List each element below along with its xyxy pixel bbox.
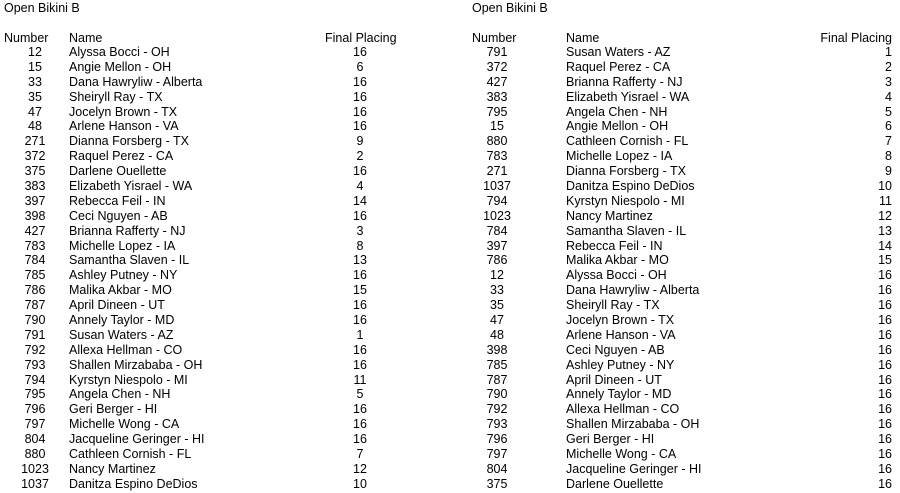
table-row bbox=[0, 90, 440, 105]
competitor-number: 427 bbox=[486, 74, 508, 89]
competitor-name: Dana Hawryliw - Alberta bbox=[566, 283, 700, 298]
competitor-name: Jacqueline Geringer - HI bbox=[566, 461, 702, 476]
competitor-name: Annely Taylor - MD bbox=[566, 387, 672, 402]
table-row bbox=[0, 283, 440, 298]
final-placing: 2 bbox=[356, 149, 364, 164]
final-placing: 8 bbox=[356, 238, 364, 253]
competitor-number: 790 bbox=[486, 387, 508, 402]
competitor-name: Raquel Perez - CA bbox=[69, 149, 174, 164]
final-placing: 16 bbox=[878, 417, 892, 432]
competitor-number: 880 bbox=[24, 447, 46, 462]
competitor-number: 794 bbox=[486, 193, 508, 208]
table-row bbox=[468, 164, 900, 179]
competitor-name: Cathleen Cornish - FL bbox=[566, 134, 689, 149]
competitor-number: 793 bbox=[24, 357, 46, 372]
final-placing: 16 bbox=[878, 476, 892, 491]
competitor-name: Shallen Mirzababa - OH bbox=[566, 417, 700, 432]
final-placing: 11 bbox=[879, 193, 892, 208]
table-row bbox=[468, 239, 900, 254]
header-final-placing: Final Placing bbox=[325, 31, 397, 45]
competitor-number: 375 bbox=[24, 164, 46, 179]
final-placing: 12 bbox=[353, 461, 367, 476]
competitor-number: 797 bbox=[486, 447, 508, 462]
final-placing: 16 bbox=[353, 298, 367, 313]
competitor-number: 48 bbox=[28, 119, 42, 134]
final-placing: 7 bbox=[885, 134, 892, 149]
final-placing: 16 bbox=[878, 432, 892, 447]
competitor-number: 47 bbox=[28, 104, 42, 119]
competitor-name: Michelle Lopez - IA bbox=[566, 149, 673, 164]
table-row bbox=[468, 462, 900, 477]
final-placing: 9 bbox=[885, 164, 892, 179]
competitor-number: 427 bbox=[24, 223, 46, 238]
final-placing: 9 bbox=[356, 134, 364, 149]
final-placing: 16 bbox=[353, 357, 367, 372]
table-row bbox=[0, 253, 440, 268]
table-row bbox=[0, 239, 440, 254]
header-final-placing: Final Placing bbox=[820, 31, 892, 45]
competitor-name: April Dineen - UT bbox=[566, 372, 662, 387]
table-row bbox=[0, 45, 440, 60]
header-number: Number bbox=[4, 31, 49, 45]
final-placing: 10 bbox=[878, 179, 892, 194]
final-placing: 1 bbox=[356, 327, 364, 342]
competitor-number: 880 bbox=[486, 134, 508, 149]
competitor-name: Michelle Lopez - IA bbox=[69, 238, 176, 253]
competitor-number: 15 bbox=[490, 119, 504, 134]
final-placing: 2 bbox=[885, 59, 892, 74]
final-placing: 16 bbox=[353, 402, 367, 417]
competitor-number: 383 bbox=[24, 179, 46, 194]
final-placing: 16 bbox=[353, 342, 367, 357]
final-placing: 16 bbox=[353, 45, 367, 59]
competitor-name: Malika Akbar - MO bbox=[69, 283, 172, 298]
table-row bbox=[0, 358, 440, 373]
final-placing: 16 bbox=[878, 447, 892, 462]
table-row bbox=[468, 313, 900, 328]
table-row bbox=[468, 283, 900, 298]
competitor-name: Allexa Hellman - CO bbox=[69, 342, 183, 357]
competitor-name: Ceci Nguyen - AB bbox=[69, 208, 168, 223]
competitor-number: 397 bbox=[486, 238, 508, 253]
competitor-number: 1037 bbox=[483, 179, 511, 194]
table-row bbox=[0, 477, 440, 492]
table-row bbox=[0, 373, 440, 388]
competitor-name: Dianna Forsberg - TX bbox=[566, 164, 686, 179]
table-row bbox=[468, 253, 900, 268]
final-placing: 14 bbox=[353, 193, 367, 208]
final-placing: 6 bbox=[885, 119, 892, 134]
table-title: Open Bikini B bbox=[4, 1, 80, 15]
final-placing: 16 bbox=[353, 417, 367, 432]
table-body bbox=[0, 45, 440, 492]
table-row bbox=[468, 477, 900, 492]
table-row bbox=[0, 462, 440, 477]
competitor-name: Ashley Putney - NY bbox=[69, 268, 178, 283]
table-row bbox=[468, 179, 900, 194]
competitor-number: 787 bbox=[486, 372, 508, 387]
competitor-name: Ceci Nguyen - AB bbox=[566, 342, 665, 357]
table-row bbox=[468, 75, 900, 90]
final-placing: 4 bbox=[356, 179, 364, 194]
competitor-name: Nancy Martinez bbox=[69, 461, 156, 476]
table-row bbox=[468, 373, 900, 388]
competitor-number: 33 bbox=[490, 283, 504, 298]
table-row bbox=[0, 119, 440, 134]
competitor-number: 35 bbox=[490, 298, 504, 313]
competitor-name: Brianna Rafferty - NJ bbox=[69, 223, 186, 238]
competitor-number: 383 bbox=[486, 89, 508, 104]
table-row bbox=[0, 447, 440, 462]
table-row bbox=[468, 343, 900, 358]
competitor-number: 793 bbox=[486, 417, 508, 432]
competitor-name: Brianna Rafferty - NJ bbox=[566, 74, 683, 89]
final-placing: 15 bbox=[353, 283, 367, 298]
table-row bbox=[0, 60, 440, 75]
competitor-name: Dianna Forsberg - TX bbox=[69, 134, 189, 149]
table-row bbox=[0, 224, 440, 239]
competitor-number: 795 bbox=[24, 387, 46, 402]
table-row bbox=[468, 447, 900, 462]
competitor-number: 792 bbox=[486, 402, 508, 417]
final-placing: 16 bbox=[353, 432, 367, 447]
competitor-number: 784 bbox=[24, 253, 46, 268]
competitor-name: Samantha Slaven - IL bbox=[566, 223, 687, 238]
table-row bbox=[468, 298, 900, 313]
competitor-name: Dana Hawryliw - Alberta bbox=[69, 74, 203, 89]
table-row bbox=[468, 328, 900, 343]
competitor-name: Cathleen Cornish - FL bbox=[69, 447, 192, 462]
table-row bbox=[0, 328, 440, 343]
table-row bbox=[468, 45, 900, 60]
competitor-number: 48 bbox=[490, 327, 504, 342]
final-placing: 6 bbox=[356, 59, 364, 74]
competitor-number: 397 bbox=[24, 193, 46, 208]
competitor-number: 783 bbox=[24, 238, 46, 253]
table-row bbox=[468, 224, 900, 239]
competitor-name: Jocelyn Brown - TX bbox=[69, 104, 178, 119]
table-row bbox=[0, 343, 440, 358]
competitor-name: Angela Chen - NH bbox=[566, 104, 668, 119]
competitor-name: Nancy Martinez bbox=[566, 208, 653, 223]
competitor-name: Angie Mellon - OH bbox=[566, 119, 669, 134]
competitor-number: 786 bbox=[24, 283, 46, 298]
competitor-name: Malika Akbar - MO bbox=[566, 253, 669, 268]
final-placing: 16 bbox=[878, 402, 892, 417]
table-row bbox=[468, 417, 900, 432]
competitor-number: 1023 bbox=[21, 461, 49, 476]
table-row bbox=[0, 75, 440, 90]
final-placing: 16 bbox=[353, 164, 367, 179]
competitor-number: 33 bbox=[28, 74, 42, 89]
table-title: Open Bikini B bbox=[472, 1, 548, 15]
competitor-name: Danitza Espino DeDios bbox=[69, 476, 198, 491]
competitor-number: 372 bbox=[486, 59, 508, 74]
final-placing: 8 bbox=[885, 149, 892, 164]
competitor-name: Michelle Wong - CA bbox=[566, 447, 677, 462]
competitor-name: Kyrstyn Niespolo - MI bbox=[69, 372, 188, 387]
final-placing: 16 bbox=[353, 104, 367, 119]
competitor-number: 12 bbox=[28, 45, 42, 59]
competitor-number: 785 bbox=[24, 268, 46, 283]
competitor-number: 791 bbox=[486, 45, 508, 59]
competitor-number: 15 bbox=[28, 59, 42, 74]
competitor-name: Jacqueline Geringer - HI bbox=[69, 432, 205, 447]
competitor-number: 271 bbox=[486, 164, 508, 179]
final-placing: 3 bbox=[885, 74, 892, 89]
competitor-number: 12 bbox=[490, 268, 504, 283]
competitor-number: 790 bbox=[24, 313, 46, 328]
final-placing: 7 bbox=[356, 447, 364, 462]
competitor-name: Danitza Espino DeDios bbox=[566, 179, 695, 194]
competitor-name: Kyrstyn Niespolo - MI bbox=[566, 193, 685, 208]
competitor-name: Ashley Putney - NY bbox=[566, 357, 675, 372]
table-row bbox=[0, 105, 440, 120]
table-row bbox=[0, 194, 440, 209]
competitor-number: 372 bbox=[24, 149, 46, 164]
competitor-number: 398 bbox=[486, 342, 508, 357]
competitor-number: 792 bbox=[24, 342, 46, 357]
competitor-name: Allexa Hellman - CO bbox=[566, 402, 680, 417]
competitor-name: Raquel Perez - CA bbox=[566, 59, 671, 74]
table-row bbox=[0, 268, 440, 283]
competitor-name: Arlene Hanson - VA bbox=[566, 327, 676, 342]
competitor-name: Sheiryll Ray - TX bbox=[566, 298, 660, 313]
table-body bbox=[468, 45, 900, 492]
competitor-name: Angie Mellon - OH bbox=[69, 59, 172, 74]
table-row bbox=[468, 358, 900, 373]
competitor-name: April Dineen - UT bbox=[69, 298, 165, 313]
competitor-name: Annely Taylor - MD bbox=[69, 313, 175, 328]
competitor-name: Arlene Hanson - VA bbox=[69, 119, 179, 134]
competitor-name: Susan Waters - AZ bbox=[69, 327, 174, 342]
table-row bbox=[0, 402, 440, 417]
table-row bbox=[468, 402, 900, 417]
competitor-name: Angela Chen - NH bbox=[69, 387, 171, 402]
competitor-number: 398 bbox=[24, 208, 46, 223]
competitor-number: 1037 bbox=[21, 476, 49, 491]
competitor-number: 796 bbox=[486, 432, 508, 447]
competitor-number: 35 bbox=[28, 89, 42, 104]
final-placing: 13 bbox=[878, 223, 892, 238]
competitor-number: 795 bbox=[486, 104, 508, 119]
competitor-number: 796 bbox=[24, 402, 46, 417]
table-row bbox=[468, 90, 900, 105]
table-row bbox=[468, 268, 900, 283]
table-header bbox=[0, 31, 440, 46]
final-placing: 10 bbox=[353, 476, 367, 491]
competitor-number: 804 bbox=[24, 432, 46, 447]
competitor-name: Jocelyn Brown - TX bbox=[566, 313, 675, 328]
final-placing: 11 bbox=[353, 372, 367, 387]
table-row bbox=[468, 60, 900, 75]
competitor-name: Alyssa Bocci - OH bbox=[69, 45, 170, 59]
competitor-number: 787 bbox=[24, 298, 46, 313]
final-placing: 16 bbox=[353, 89, 367, 104]
table-row bbox=[468, 105, 900, 120]
final-placing: 16 bbox=[878, 327, 892, 342]
table-row bbox=[0, 164, 440, 179]
table-row bbox=[0, 179, 440, 194]
competitor-number: 804 bbox=[486, 461, 508, 476]
table-row bbox=[0, 387, 440, 402]
competitor-name: Geri Berger - HI bbox=[69, 402, 158, 417]
final-placing: 16 bbox=[878, 283, 892, 298]
final-placing: 16 bbox=[878, 268, 892, 283]
competitor-name: Elizabeth Yisrael - WA bbox=[69, 179, 193, 194]
competitor-number: 785 bbox=[486, 357, 508, 372]
table-row bbox=[0, 298, 440, 313]
final-placing: 16 bbox=[353, 74, 367, 89]
final-placing: 14 bbox=[878, 238, 892, 253]
final-placing: 5 bbox=[356, 387, 364, 402]
competitor-number: 784 bbox=[486, 223, 508, 238]
header-name: Name bbox=[566, 31, 600, 45]
final-placing: 1 bbox=[885, 45, 892, 59]
final-placing: 4 bbox=[885, 89, 892, 104]
final-placing: 13 bbox=[353, 253, 367, 268]
table-row bbox=[0, 149, 440, 164]
final-placing: 16 bbox=[878, 298, 892, 313]
table-row bbox=[468, 387, 900, 402]
competitor-number: 786 bbox=[486, 253, 508, 268]
competitor-name: Sheiryll Ray - TX bbox=[69, 89, 163, 104]
table-header bbox=[468, 31, 900, 46]
competitor-name: Michelle Wong - CA bbox=[69, 417, 180, 432]
final-placing: 16 bbox=[878, 461, 892, 476]
final-placing: 16 bbox=[353, 268, 367, 283]
final-placing: 16 bbox=[353, 313, 367, 328]
final-placing: 15 bbox=[878, 253, 892, 268]
table-row bbox=[0, 209, 440, 224]
final-placing: 16 bbox=[353, 208, 367, 223]
competitor-number: 271 bbox=[24, 134, 46, 149]
competitor-name: Rebecca Feil - IN bbox=[69, 193, 166, 208]
final-placing: 16 bbox=[878, 357, 892, 372]
final-placing: 16 bbox=[878, 387, 892, 402]
table-row bbox=[0, 417, 440, 432]
competitor-name: Susan Waters - AZ bbox=[566, 45, 671, 59]
competitor-name: Darlene Ouellette bbox=[566, 476, 664, 491]
table-row bbox=[468, 194, 900, 209]
table-row bbox=[0, 313, 440, 328]
table-row bbox=[0, 134, 440, 149]
competitor-number: 791 bbox=[24, 327, 46, 342]
competitor-number: 794 bbox=[24, 372, 46, 387]
competitor-number: 47 bbox=[490, 313, 504, 328]
final-placing: 16 bbox=[878, 342, 892, 357]
table-row bbox=[468, 432, 900, 447]
competitor-name: Rebecca Feil - IN bbox=[566, 238, 663, 253]
competitor-number: 797 bbox=[24, 417, 46, 432]
competitor-number: 783 bbox=[486, 149, 508, 164]
table-row bbox=[0, 432, 440, 447]
competitor-name: Geri Berger - HI bbox=[566, 432, 655, 447]
header-name: Name bbox=[69, 31, 103, 45]
competitor-name: Alyssa Bocci - OH bbox=[566, 268, 667, 283]
competitor-number: 1023 bbox=[483, 208, 511, 223]
table-row bbox=[468, 119, 900, 134]
final-placing: 5 bbox=[885, 104, 892, 119]
final-placing: 16 bbox=[353, 119, 367, 134]
final-placing: 3 bbox=[356, 223, 364, 238]
competitor-name: Darlene Ouellette bbox=[69, 164, 167, 179]
competitor-name: Samantha Slaven - IL bbox=[69, 253, 190, 268]
competitor-name: Elizabeth Yisrael - WA bbox=[566, 89, 690, 104]
final-placing: 16 bbox=[878, 372, 892, 387]
table-row bbox=[468, 134, 900, 149]
competitor-number: 375 bbox=[486, 476, 508, 491]
final-placing: 16 bbox=[878, 313, 892, 328]
final-placing: 12 bbox=[878, 208, 892, 223]
header-number: Number bbox=[472, 31, 517, 45]
table-row bbox=[468, 149, 900, 164]
competitor-name: Shallen Mirzababa - OH bbox=[69, 357, 203, 372]
table-row bbox=[468, 209, 900, 224]
